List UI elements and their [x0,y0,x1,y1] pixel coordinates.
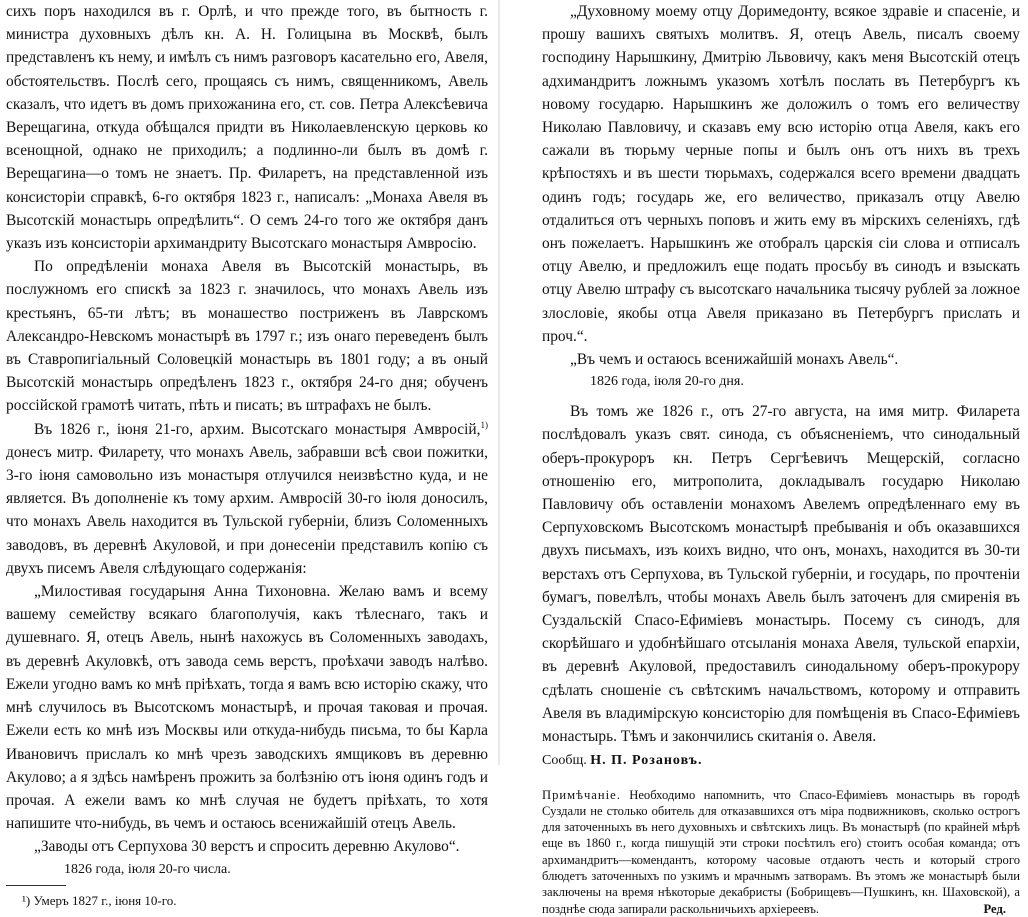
author-signature-prefix: Сообщ. [542,753,587,769]
left-paragraph-3-cont: донесъ митр. Филарету, что монахъ Авель, забравши всѣ свои пожитки, 3-го іюня самовольно изъ монастыря отлучился неизвѣстно куда, и не является. Въ дополненіе къ тому архим. Амвросій 30-го іюля доносилъ, что монахъ Авель находится въ Тульской губерніи, близъ Соломенныхъ заводовъ, въ деревнѣ Акуловой, и при донесеніи представилъ копію съ двухъ писемъ Авеля слѣдующаго содержанія: [6,443,488,577]
letter-signature: „Въ чемъ и остаюсь всенижайшій монахъ Авель“. [570,351,899,369]
letter-date: 1826 года, іюля 20-го числа. [64,861,231,877]
letter-to-dorimedont: „Духовному моему отцу Доримедонту, всякое здравіе и спасеніе, и прошу вашихъ святыхъ молитвъ. Я, отецъ Авель, писалъ своему господину Нарышкину, Дмитрію Львовичу, какъ меня Высотскій отецъ адхимандритъ ложнымъ указомъ хотѣлъ послать въ Петербургъ къ новому государю. Нарышкинъ же доложилъ о томъ его величеству Николаю Павловичу, и сказавъ ему всю исторію отца Авеля, какъ его сажали въ тюрьму черные попы и былъ онъ отъ нихъ въ трехъ крѣпостяхъ и въ шести тюрьмахъ, содержался всего времени двадцать одинъ годъ; государь же, его величество, приказалъ отцу Авелю отдалиться отъ черныхъ поповъ и жить ему въ мірскихъ селеніяхъ, гдѣ онъ пожелаетъ. Нарышкинъ же отобралъ царскія сіи слова и отписалъ отцу Авелю, и предложилъ еще подать просьбу въ синодъ и взыскать отцу Авелю штрафу съ высотскаго начальника тысячу рублей за ложное злословіе, якобы отца Авеля приказано въ Петербургъ прислать и проч.“. [542,3,1020,345]
author-signature [542,749,1020,772]
author-name: Н. П. Розановъ. [590,753,703,769]
editor-signature: Ред. [983,901,1006,916]
note-body: Необходимо напомнить, что Спасо-Ефиміевъ монастырь въ городѣ Суздали не столько обитель для отказавшихся отъ міра подвижниковъ, сколько острогъ для заточенныхъ въ него духовныхъ и свѣтскихъ лицъ. Въ монастырѣ (по крайней мѣрѣ еще въ 1860 г., когда пишущій эти строки посѣтилъ его) стоитъ особая команда; отъ архимандритъ—комендантъ, которому часовые отдаютъ честь и который строго блюдетъ заточенныхъ по узкимъ и мрачнымъ затворамъ. Въ этомъ же монастырѣ были заключены на время нѣкоторые декабристы (Бобрищевъ—Пушкинъ, кн. Шаховской), а позднѣе сюда запирали раскольничьихъ архіереевъ. [542,787,1020,916]
letter-to-anna: „Милостивая государыня Анна Тихоновна. Желаю вамъ и всему вашему семейству всякаго благополучія, какъ тѣлеснаго, такъ и душевнаго. Я, отецъ Авель, нынѣ нахожусь въ Соломенныхъ заводахъ, въ деревнѣ Акуловкѣ, отъ завода семь верстъ, проѣхачи заводъ налѣво. Ежели угодно вамъ ко мнѣ пріѣхать, тогда я вамъ всю исторію скажу, что мнѣ случилось въ Высотскомъ монастырѣ, и прочая таковая и прочая. Ежели есть ко мнѣ изъ Москвы или откуда-нибудь письма, то бы Карла Ивановичъ прислалъ ко мнѣ чрезъ заводскихъ ямщиковъ въ деревню Акулово; а я здѣсь намѣренъ прожить за болѣзнію отъ іюня одинъ годъ и прочая. А ежели вамъ ко мнѣ случая не будетъ пріѣхать, то хотя напишите что-нибудь, въ чемъ и остаюсь всенижайшій отецъ Авель. [6,583,488,833]
left-paragraph-3 [6,418,488,580]
letter-postscript: „Заводы отъ Серпухова 30 верстъ и спросить деревню Акулово“. [34,838,460,856]
left-paragraph-3-text: Въ 1826 г., іюня 21-го, архим. Высотскаго монастыря Амвросій, [34,420,481,438]
footnote-divider [6,885,66,886]
synod-decree-paragraph: Въ томъ же 1826 г., отъ 27-го августа, на имя митр. Филарета послѣдовалъ указъ свят. синода, съ объясненіемъ, что синодальный оберъ-прокуроръ кн. Петръ Сергѣевичъ Мещерскій, согласно отношенію его, митрополита, докладывалъ государю Николаю Павловичу объ оставленіи монахомъ Авелемъ опредѣленнаго ему въ Серпуховскомъ Высотскомъ монастырѣ пребыванія и объ оказавшихся двухъ письмахъ, изъ коихъ видно, что онъ, монахъ, находится въ 30-ти верстахъ отъ Серпухова, въ Тульской губерніи, и государь, по прочтеніи бумагъ, повелѣлъ, чтобы монахъ Авель былъ заточенъ для смиренія въ Суздальскій Спасо-Ефиміевъ монастырь. Посему съ синодъ, для скорѣйшаго и удобнѣйшаго отсыланія монаха Авеля, тульской епархіи, въ деревнѣ Акуловой, предоставилъ синодальному оберъ-прокурору сдѣлать сношеніе съ свѣтскимъ начальствомъ, которому и отправить Авеля въ владимірскую консисторію для помѣщенія въ Спасо-Ефиміевъ монастырь. Тѣмъ и закончились скитанія о. Авеля. [542,403,1020,746]
left-page [0,0,488,908]
footnote: ¹) Умеръ 1827 г., іюня 10-го. [22,892,177,908]
left-paragraph-2: По опредѣленіи монаха Авеля въ Высотскій монастырь, въ послужномъ его спискѣ за 1823 г. значилось, что монахъ Авель изъ крестьянъ, 65-ти лѣтъ; въ монашество постриженъ въ Лаврскомъ Александро-Невскомъ монастырѣ въ 1797 г.; изъ онаго переведенъ былъ въ Ставропигіальный Соловецкій монастырь въ 1801 году; а въ оный Высотскій монастырь опредѣленъ 1823 г., октября 24-го дня; обученъ россійской грамотѣ читать, пѣть и писать; въ штрафахъ не былъ. [6,258,488,415]
letter-date-right: 1826 года, іюля 20-го дня. [590,374,744,390]
book-gutter [488,0,542,765]
editor-note [542,787,1020,917]
footnote-reference[interactable]: 1) [480,419,488,430]
note-lead: Примѣчаніе. [542,787,621,802]
left-paragraph-1: сихъ поръ находился въ г. Орлѣ, и что прежде того, въ бытность г. министра духовныхъ дѣлъ кн. А. Н. Голицына въ Москвѣ, былъ представленъ къ нему, и имѣлъ съ нимъ разговоръ касательно его, Авеля, обстоятельствъ. Послѣ сего, прощаясь съ нимъ, священникомъ, Авель сказалъ, что идетъ въ домъ прихожанина его, ст. сов. Петра Алексѣевича Верещагина, откуда обѣщался придти въ Николаевленскую церковь ко всенощной, однако не приходилъ; а подлинно-ли былъ въ домѣ г. Верещагина—о томъ не знаетъ. Пр. Филаретъ, на представленной изъ консисторіи справкѣ, 6-го октября 1823 г., написалъ: „Монаха Авеля въ Высотскій монастырь опредѣлить“. О семъ 24-го того же октября данъ указъ изъ консисторіи архимандриту Высотскаго монастыря Амвросію. [6,3,488,253]
page-edge-divider [498,0,500,765]
right-page [542,0,1028,916]
